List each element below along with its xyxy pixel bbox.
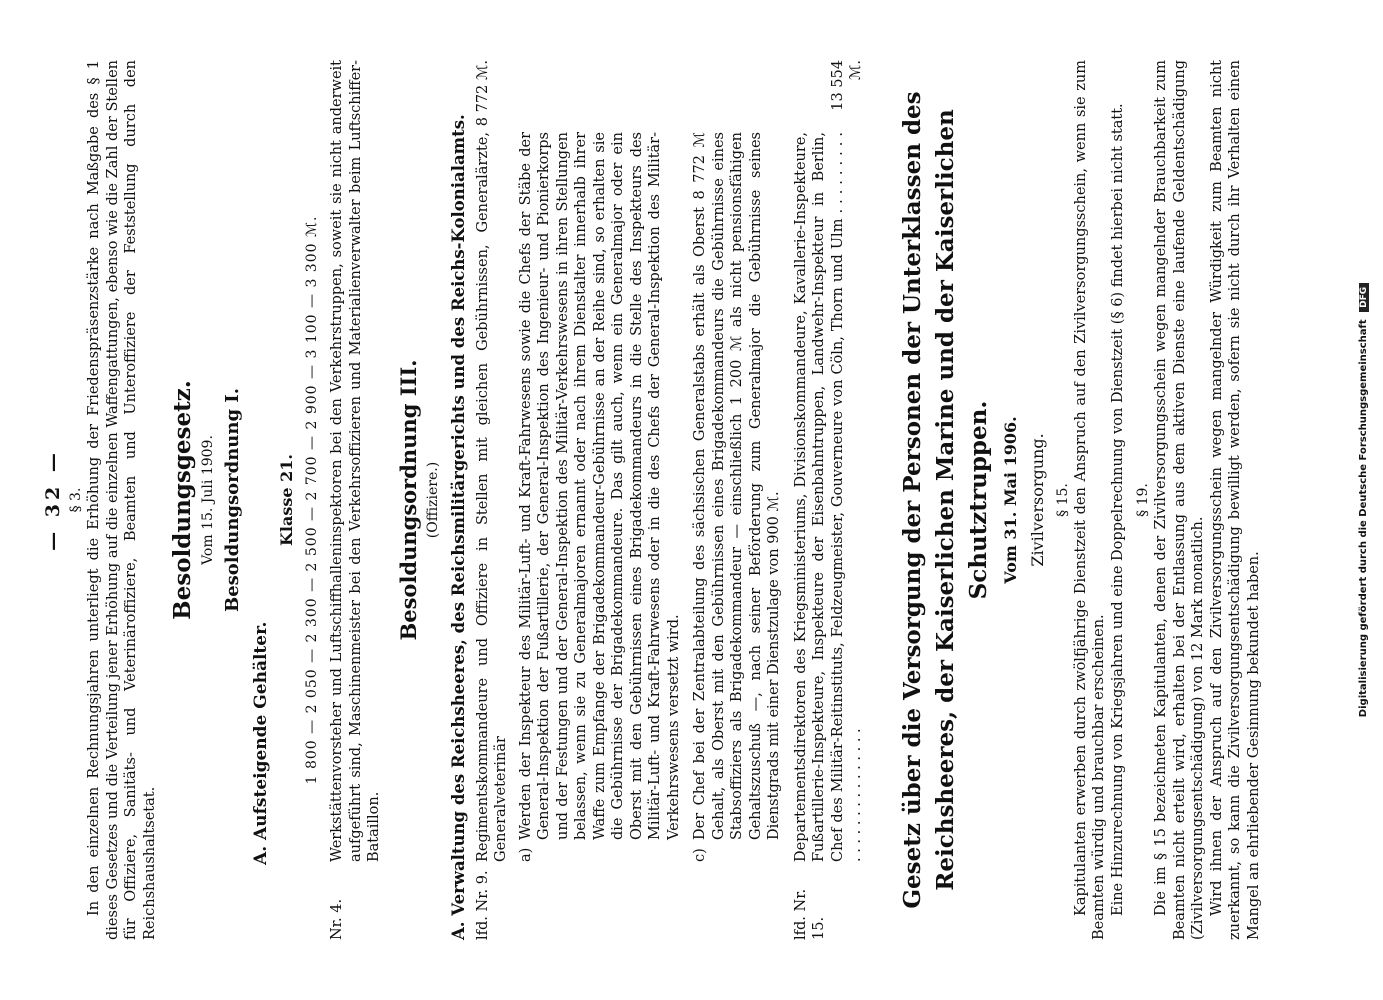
versorgungsgesetz-date: Vom 31. Mai 1906. <box>1000 416 1020 584</box>
item-c-text: Der Chef bei der Zentralabteilung des sächsischen Generalstabs erhält als Oberst 8 772 ℳ Gehalt, als Oberst mit den Gebührnissen eines Brigadekommandeurs die Gebührnisse eines Stabsoffiziers als Brigadekommandeur — einschließlich 1 200 ℳ als nicht pensionsfähigen Gehaltszuschuß —, nach seiner Beförderung zum Generalmajor die Gebührnisse seines Dienstgrads mit einer Dienstzulage von 900 ℳ. <box>692 132 782 840</box>
page-content <box>40 60 1263 940</box>
entry-nr-4-label: Nr. 4. <box>329 898 345 940</box>
besoldungsordnung-3-subtitle: (Offiziere.) <box>424 461 441 539</box>
paragraph-15-heading: § 15. <box>1054 483 1071 517</box>
paragraph-19-text-1: Die im § 15 bezeichneten Kapitulanten, denen der Zivilversorgungsschein wegen mangelnder Brauchbarkeit zum Beamten nicht erteilt wird, erhalten bei der Entlassung aus dem aktiven Dienste eine laufende Geldentschädigung (Zivilversorgungsentschädigung) von 12 Mark monatlich. <box>1153 60 1206 940</box>
dfg-logo: DFG <box>1359 283 1369 312</box>
digitization-footer <box>1358 0 1369 1000</box>
section-a3-heading: A. Verwaltung des Reichsheeres, des Reichsmilitärgerichts und des Reichs-Kolonialamts. <box>448 114 468 940</box>
paragraph-19-text-2: Wird ihnen der Anspruch auf den Zivilversorgungsschein wegen mangelnder Würdigkeit zum Beamten nicht zuerkannt, so kann die Zivilversorgungsentschädigung bewilligt werden, sofern sie nicht durch ihr Verhalten einen Mangel an ehrliebender Gesinnung bekundet haben. <box>1208 60 1262 940</box>
paragraph-3-text: In den einzelnen Rechnungsjahren unterliegt die Erhöhung der Friedenspräsenzstärke nach Maßgabe des § 1 dieses Gesetzes und die Verteilung jener Erhöhung auf die einzelnen Waffengattungen, ebenso wie die Zahl der Stellen für Offiziere, Sanitäts- und Veterinäroffiziere, Beamten und Unteroffiziere der Feststellung durch den Reichshaushaltsetat. <box>86 60 158 940</box>
entry-nr-4 <box>328 60 384 940</box>
item-a-text: Werden der Inspekteur des Militär-Luft- und Kraft-Fahrwesens sowie die Chefs der Stäbe der General-Inspektion der Fußartillerie, der General-Inspektion des Ingenieur- und Pionierkorps und der Festungen und der General-Inspektion des Militär-Verkehrswesens in ihren Stellungen belassen, wenn sie zu Generalmajoren ernannt oder nach ihrem Dienstalter innerhalb ihrer Waffe zum Empfange der Brigadekommandeur-Gebührnisse an der Reihe sind, so erhalten sie die Gebührnisse der Brigadekommandeure. Das gilt auch, wenn ein Generalmajor oder ein Oberst mit den Gebührnissen eines Brigadekommandeurs in die Stelle des Inspekteurs des Militär-Luft- und Kraft-Fahrwesens oder in die des Chefs der General-Inspektion des Militär-Verkehrswesens versetzt wird. <box>517 132 682 840</box>
entry-nr-9-text: Regimentskommandeure und Offiziere in Stellen mit gleichen Gebührnissen, Generalärzte, Generalveterinär <box>474 132 509 862</box>
entry-nr-4-text: Werkstättenvorsteher und Luftschiffhalleninspektoren bei den Verkehrstruppen, soweit sie nicht anderweit aufgeführt sind, Maschinenmeister bei den Verkehrsoffizieren und Materialienverwalter beim Luftschiffer-Bataillon. <box>329 60 382 862</box>
entry-nr-15-amount: 13 554 ℳ. <box>829 60 864 111</box>
besoldungsordnung-1-heading: Besoldungsordnung I. <box>222 388 243 612</box>
besoldungsgesetz-date: Vom 15. Juli 1909. <box>200 435 216 565</box>
footer-text: Digitalisierung gefördert durch die Deutsche Forschungsgemeinschaft <box>1358 319 1369 718</box>
salary-scale: 1 800 — 2 050 — 2 300 — 2 500 — 2 700 — 2 900 — 3 100 — 3 300 ℳ. <box>304 215 320 785</box>
paragraph-3-heading: § 3. <box>68 487 84 513</box>
paragraph-15-text-2: Eine Hinzurechnung von Kriegsjahren und eine Doppelrechnung von Dienstzeit (§ 6) findet hierbei nicht statt. <box>1109 103 1126 916</box>
versorgungsgesetz-title: Gesetz über die Versorgung der Personen der Unterklassen des Reichsheeres, der Kaiserlichen Marine und der Kaiserlichen Schutztruppen. <box>898 91 992 909</box>
item-c <box>691 60 784 862</box>
besoldungsgesetz-title: Besoldungsgesetz. <box>169 380 196 620</box>
entry-nr-15 <box>792 60 866 940</box>
page-number: — 32 — <box>42 449 64 551</box>
paragraph-19-heading: § 19. <box>1135 483 1151 517</box>
item-a-marker: a) <box>517 847 534 862</box>
paragraph-15-text-1: Kapitulanten erwerben durch zwölfjährige Dienstzeit den Anspruch auf den Zivilversorgungsschein, wenn sie zum Beamten würdig und brauchbar erscheinen. <box>1072 60 1107 940</box>
item-a <box>517 60 684 862</box>
klasse-21-heading: Klasse 21. <box>277 454 296 546</box>
besoldungsordnung-3-heading: Besoldungsordnung III. <box>395 359 421 641</box>
entry-nr-15-label: lfd. Nr. 15. <box>792 888 827 940</box>
entry-nr-9-amount: 8 772 ℳ. <box>474 60 491 127</box>
entry-nr-9-label: lfd. Nr. 9. <box>474 870 491 940</box>
entry-nr-15-text: Departementsdirektoren des Kriegsministeriums, Divisionskommandeure, Kavallerie-Inspekteure, Fußartillerie-Inspekteure, Inspekteure der Eisenbahntruppen, Landwehr-Inspekteur in Berlin, Chef des Militär-Reitinstituts, Feldzeugmeister, Gouverneure von Cöln, Thorn und Ulm . . . . . . . . . . . . . . . . . . . . . . . . <box>792 132 864 862</box>
item-c-marker: c) <box>692 848 708 862</box>
zivilversorgung-heading: Zivilversorgung. <box>1027 433 1047 567</box>
entry-nr-9 <box>474 60 511 940</box>
section-a-heading: A. Aufsteigende Gehälter. <box>251 621 271 865</box>
